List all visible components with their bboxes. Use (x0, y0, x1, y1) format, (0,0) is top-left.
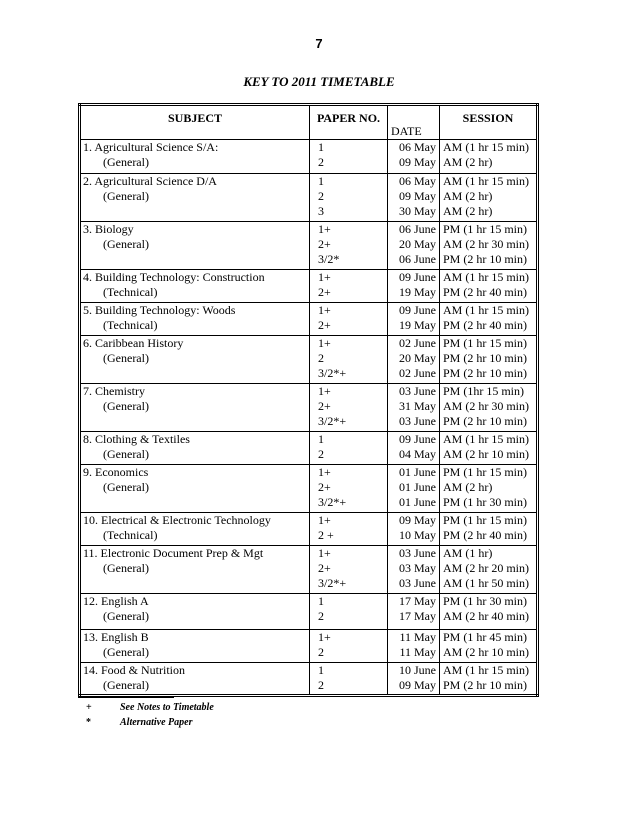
session-cell (440, 465, 538, 513)
subject-category: (General) (103, 480, 149, 494)
session-column-header: SESSION (440, 105, 538, 140)
subject-category: (General) (103, 609, 149, 623)
table-row (80, 140, 538, 174)
table-row (80, 336, 538, 384)
subject-category: (General) (103, 155, 149, 169)
paper-cell (310, 174, 388, 222)
exam-session: PM (2 hr 10 min) (443, 678, 527, 692)
paper-number: 2+ (318, 561, 331, 575)
paper-number: 2 (318, 155, 324, 169)
exam-date: 11 May (399, 630, 436, 644)
session-cell (440, 663, 538, 696)
paper-cell (310, 222, 388, 270)
exam-session: AM (1 hr 15 min) (443, 140, 529, 154)
session-cell (440, 303, 538, 336)
paper-number: 2+ (318, 237, 331, 251)
footnote-notes (86, 702, 214, 713)
exam-session: PM (1 hr 15 min) (443, 222, 527, 236)
exam-date: 09 June (399, 303, 436, 317)
paper-number: 1 (318, 140, 324, 154)
table-row (80, 546, 538, 594)
exam-session: AM (2 hr) (443, 480, 493, 494)
date-cell (388, 432, 440, 465)
footnote-rule (78, 697, 174, 698)
table-row (80, 594, 538, 630)
exam-session: PM (2 hr 10 min) (443, 366, 527, 380)
exam-session: PM (2 hr 10 min) (443, 414, 527, 428)
subject-cell (80, 663, 310, 696)
exam-session: AM (1 hr 15 min) (443, 174, 529, 188)
table-row (80, 663, 538, 696)
paper-cell (310, 594, 388, 630)
subject-name: 8. Clothing & Textiles (83, 432, 190, 446)
subject-cell (80, 546, 310, 594)
session-cell (440, 432, 538, 465)
subject-category: (Technical) (103, 318, 158, 332)
exam-date: 01 June (399, 495, 436, 509)
exam-session: PM (1 hr 30 min) (443, 495, 527, 509)
exam-session: AM (2 hr 30 min) (443, 237, 529, 251)
paper-number: 2 (318, 609, 324, 623)
paper-number: 1 (318, 594, 324, 608)
exam-date: 02 June (399, 366, 436, 380)
paper-number: 1 (318, 174, 324, 188)
exam-session: AM (2 hr 20 min) (443, 561, 529, 575)
subject-name: 13. English B (83, 630, 149, 644)
exam-date: 09 June (399, 432, 436, 446)
paper-number: 1+ (318, 270, 331, 284)
paper-number: 1+ (318, 336, 331, 350)
exam-date: 03 June (399, 414, 436, 428)
exam-date: 06 May (399, 140, 436, 154)
paper-number: 3/2* (318, 252, 340, 266)
paper-number: 2 + (318, 528, 334, 542)
exam-session: PM (2 hr 40 min) (443, 528, 527, 542)
paper-number: 2 (318, 645, 324, 659)
paper-number: 2+ (318, 318, 331, 332)
exam-date: 06 June (399, 222, 436, 236)
exam-date: 03 June (399, 576, 436, 590)
exam-date: 03 June (399, 384, 436, 398)
subject-cell (80, 303, 310, 336)
paper-cell (310, 303, 388, 336)
exam-session: PM (2 hr 40 min) (443, 285, 527, 299)
subject-category: (General) (103, 237, 149, 251)
exam-session: PM (1 hr 15 min) (443, 513, 527, 527)
subject-cell (80, 384, 310, 432)
exam-session: PM (1 hr 30 min) (443, 594, 527, 608)
subject-name: 5. Building Technology: Woods (83, 303, 236, 317)
date-cell (388, 303, 440, 336)
subject-category: (General) (103, 561, 149, 575)
exam-session: AM (1 hr) (443, 546, 493, 560)
paper-number: 1+ (318, 384, 331, 398)
paper-number: 1+ (318, 630, 331, 644)
exam-date: 06 May (399, 174, 436, 188)
exam-session: AM (2 hr 10 min) (443, 447, 529, 461)
paper-cell (310, 270, 388, 303)
exam-session: PM (1 hr 15 min) (443, 336, 527, 350)
session-cell (440, 336, 538, 384)
session-cell (440, 513, 538, 546)
table-row (80, 303, 538, 336)
paper-cell (310, 663, 388, 696)
paper-cell (310, 384, 388, 432)
subject-cell (80, 513, 310, 546)
paper-cell (310, 336, 388, 384)
exam-date: 20 May (399, 351, 436, 365)
exam-session: PM (2 hr 40 min) (443, 318, 527, 332)
exam-date: 04 May (399, 447, 436, 461)
footnote-alternative (86, 717, 193, 728)
date-cell (388, 270, 440, 303)
exam-date: 10 May (399, 528, 436, 542)
subject-cell (80, 140, 310, 174)
date-cell (388, 513, 440, 546)
paper-number: 2 (318, 447, 324, 461)
paper-cell (310, 630, 388, 663)
exam-date: 09 June (399, 270, 436, 284)
exam-date: 09 May (399, 678, 436, 692)
exam-session: PM (1 hr 15 min) (443, 465, 527, 479)
paper-number: 2 (318, 189, 324, 203)
paper-column-header: PAPER NO. (310, 105, 388, 140)
paper-number: 3/2*+ (318, 414, 347, 428)
paper-number: 3/2*+ (318, 576, 347, 590)
exam-date: 09 May (399, 513, 436, 527)
exam-date: 09 May (399, 189, 436, 203)
exam-session: PM (2 hr 10 min) (443, 252, 527, 266)
table-row (80, 630, 538, 663)
date-cell (388, 140, 440, 174)
exam-date: 30 May (399, 204, 436, 218)
table-row (80, 384, 538, 432)
session-cell (440, 270, 538, 303)
exam-date: 19 May (399, 285, 436, 299)
subject-name: 11. Electronic Document Prep & Mgt (83, 546, 264, 560)
paper-number: 1 (318, 663, 324, 677)
date-cell (388, 336, 440, 384)
table-row (80, 465, 538, 513)
subject-cell (80, 465, 310, 513)
table-body (80, 140, 538, 696)
exam-date: 10 June (399, 663, 436, 677)
paper-number: 3 (318, 204, 324, 218)
subject-name: 10. Electrical & Electronic Technology (83, 513, 271, 527)
exam-session: AM (1 hr 50 min) (443, 576, 529, 590)
date-cell (388, 174, 440, 222)
exam-session: AM (1 hr 15 min) (443, 303, 529, 317)
exam-date: 20 May (399, 237, 436, 251)
paper-number: 3/2*+ (318, 366, 347, 380)
exam-session: AM (2 hr 40 min) (443, 609, 529, 623)
paper-number: 2 (318, 351, 324, 365)
paper-number: 1+ (318, 546, 331, 560)
subject-name: 14. Food & Nutrition (83, 663, 186, 677)
table-row (80, 513, 538, 546)
session-cell (440, 140, 538, 174)
table-header-row (80, 105, 538, 140)
exam-date: 06 June (399, 252, 436, 266)
exam-date: 17 May (399, 594, 436, 608)
exam-session: PM (1hr 15 min) (443, 384, 524, 398)
paper-number: 1+ (318, 303, 331, 317)
exam-session: AM (2 hr) (443, 155, 493, 169)
exam-session: AM (2 hr) (443, 189, 493, 203)
exam-date: 17 May (399, 609, 436, 623)
paper-number: 1+ (318, 222, 331, 236)
table-row (80, 222, 538, 270)
subject-name: 1. Agricultural Science S/A: (83, 140, 219, 154)
footnote-symbol: + (86, 702, 92, 713)
subject-cell (80, 432, 310, 465)
exam-date: 03 June (399, 546, 436, 560)
subject-name: 7. Chemistry (83, 384, 145, 398)
session-cell (440, 546, 538, 594)
exam-session: AM (1 hr 15 min) (443, 432, 529, 446)
subject-name: 3. Biology (83, 222, 134, 236)
paper-cell (310, 465, 388, 513)
session-cell (440, 174, 538, 222)
subject-category: (General) (103, 645, 149, 659)
subject-category: (General) (103, 399, 149, 413)
subject-cell (80, 594, 310, 630)
date-cell (388, 222, 440, 270)
subject-name: 9. Economics (83, 465, 149, 479)
exam-session: AM (1 hr 15 min) (443, 663, 529, 677)
exam-session: AM (1 hr 15 min) (443, 270, 529, 284)
exam-date: 03 May (399, 561, 436, 575)
footnote-text: See Notes to Timetable (120, 702, 214, 713)
timetable-key-table (78, 103, 539, 697)
exam-date: 19 May (399, 318, 436, 332)
subject-name: 2. Agricultural Science D/A (83, 174, 217, 188)
subject-column-header: SUBJECT (80, 105, 310, 140)
page-number: 7 (315, 36, 323, 51)
subject-category: (General) (103, 189, 149, 203)
footnote-text: Alternative Paper (120, 717, 193, 728)
subject-name: 12. English A (83, 594, 149, 608)
exam-session: PM (1 hr 45 min) (443, 630, 527, 644)
date-column-header: DATE (388, 105, 440, 140)
paper-number: 3/2*+ (318, 495, 347, 509)
paper-number: 2+ (318, 399, 331, 413)
subject-category: (Technical) (103, 528, 158, 542)
paper-number: 1+ (318, 513, 331, 527)
subject-category: (General) (103, 351, 149, 365)
subject-cell (80, 270, 310, 303)
exam-date: 01 June (399, 480, 436, 494)
date-cell (388, 663, 440, 696)
session-cell (440, 222, 538, 270)
table-row (80, 270, 538, 303)
date-cell (388, 465, 440, 513)
exam-session: AM (2 hr) (443, 204, 493, 218)
paper-number: 2 (318, 678, 324, 692)
subject-cell (80, 222, 310, 270)
paper-cell (310, 513, 388, 546)
paper-cell (310, 546, 388, 594)
table-row (80, 432, 538, 465)
paper-number: 2+ (318, 480, 331, 494)
date-cell (388, 384, 440, 432)
subject-category: (General) (103, 447, 149, 461)
paper-number: 1 (318, 432, 324, 446)
subject-cell (80, 336, 310, 384)
date-cell (388, 594, 440, 630)
date-cell (388, 546, 440, 594)
subject-category: (Technical) (103, 285, 158, 299)
subject-cell (80, 630, 310, 663)
exam-date: 31 May (399, 399, 436, 413)
session-cell (440, 384, 538, 432)
paper-number: 1+ (318, 465, 331, 479)
paper-cell (310, 140, 388, 174)
footnote-symbol: * (86, 717, 91, 728)
exam-date: 11 May (399, 645, 436, 659)
date-cell (388, 630, 440, 663)
session-cell (440, 594, 538, 630)
subject-cell (80, 174, 310, 222)
exam-session: AM (2 hr 10 min) (443, 645, 529, 659)
exam-date: 09 May (399, 155, 436, 169)
exam-session: AM (2 hr 30 min) (443, 399, 529, 413)
session-cell (440, 630, 538, 663)
exam-date: 01 June (399, 465, 436, 479)
paper-cell (310, 432, 388, 465)
subject-name: 4. Building Technology: Construction (83, 270, 265, 284)
document-title: KEY TO 2011 TIMETABLE (243, 74, 395, 89)
exam-date: 02 June (399, 336, 436, 350)
paper-number: 2+ (318, 285, 331, 299)
subject-category: (General) (103, 678, 149, 692)
table-row (80, 174, 538, 222)
subject-name: 6. Caribbean History (83, 336, 184, 350)
exam-session: PM (2 hr 10 min) (443, 351, 527, 365)
